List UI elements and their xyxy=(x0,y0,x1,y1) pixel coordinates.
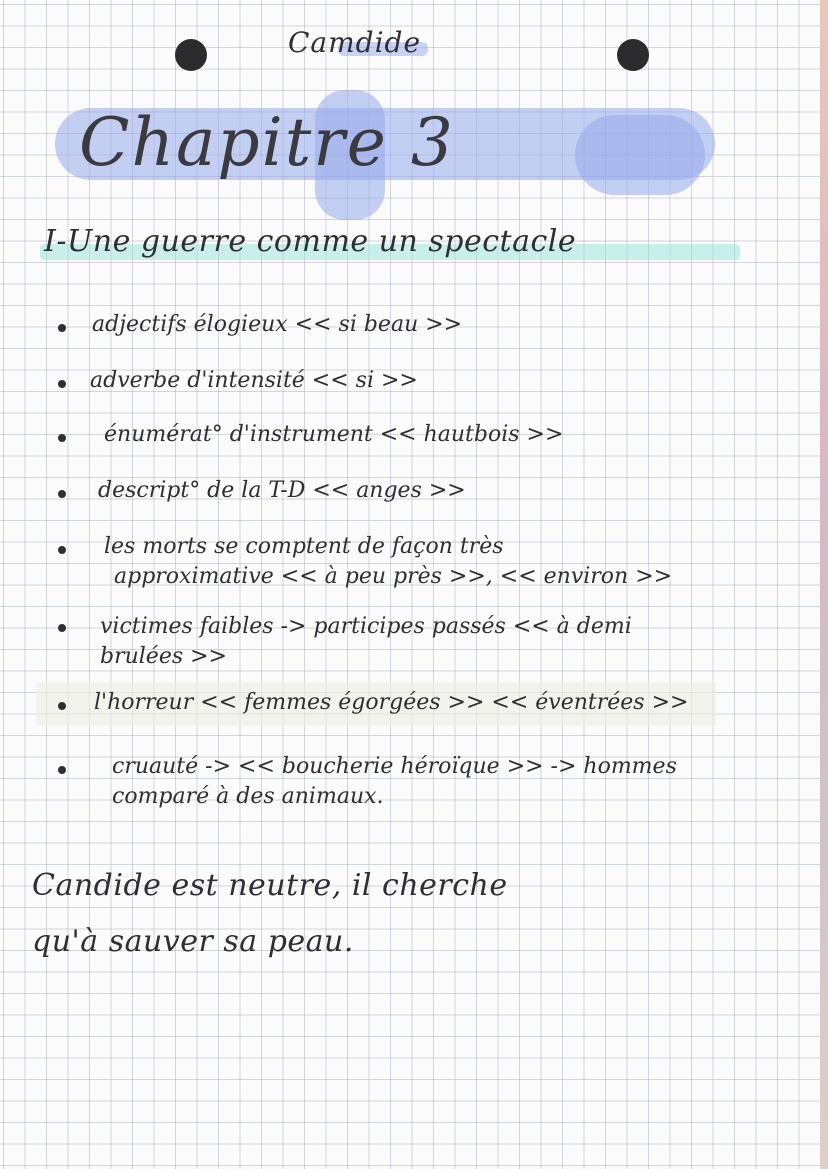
bullet-dot xyxy=(58,490,66,498)
bullet-dot xyxy=(58,546,66,554)
list-item: victimes faibles -> participes passés << à demi brulées >> xyxy=(100,614,632,669)
bullet-dot xyxy=(58,624,66,632)
list-item: adjectifs élogieux << si beau >> xyxy=(92,312,463,337)
list-item: l'horreur << femmes égorgées >> << éventrées >> xyxy=(94,690,689,715)
punch-hole-right xyxy=(617,39,649,71)
section-title: I-Une guerre comme un spectacle xyxy=(44,224,577,259)
chapter-title: Chapitre 3 xyxy=(79,104,455,181)
conclusion-text xyxy=(32,858,508,970)
conclusion-line-1: Candide est neutre, il cherche xyxy=(32,868,508,903)
bullet-dot xyxy=(58,702,66,710)
section-heading xyxy=(40,222,740,272)
list-item: cruauté -> << boucherie héroïque >> -> hommes comparé à des animaux. xyxy=(112,754,677,809)
list-item: les morts se comptent de façon très approximative << à peu près >>, << environ >> xyxy=(104,534,673,589)
book-title: Camdide xyxy=(288,26,421,59)
chapter-heading xyxy=(55,90,715,220)
bullet-dot xyxy=(58,766,66,774)
background-edge xyxy=(820,0,828,1169)
bullet-dot xyxy=(58,324,66,332)
punch-hole-left xyxy=(175,39,207,71)
list-item: descript° de la T-D << anges >> xyxy=(98,478,466,503)
list-item: adverbe d'intensité << si >> xyxy=(90,368,418,393)
bullet-dot xyxy=(58,434,66,442)
conclusion-line-2: qu'à sauver sa peau. xyxy=(32,924,354,959)
chapter-highlight-number xyxy=(575,115,705,195)
list-item: énumérat° d'instrument << hautbois >> xyxy=(104,422,564,447)
bullet-dot xyxy=(58,380,66,388)
